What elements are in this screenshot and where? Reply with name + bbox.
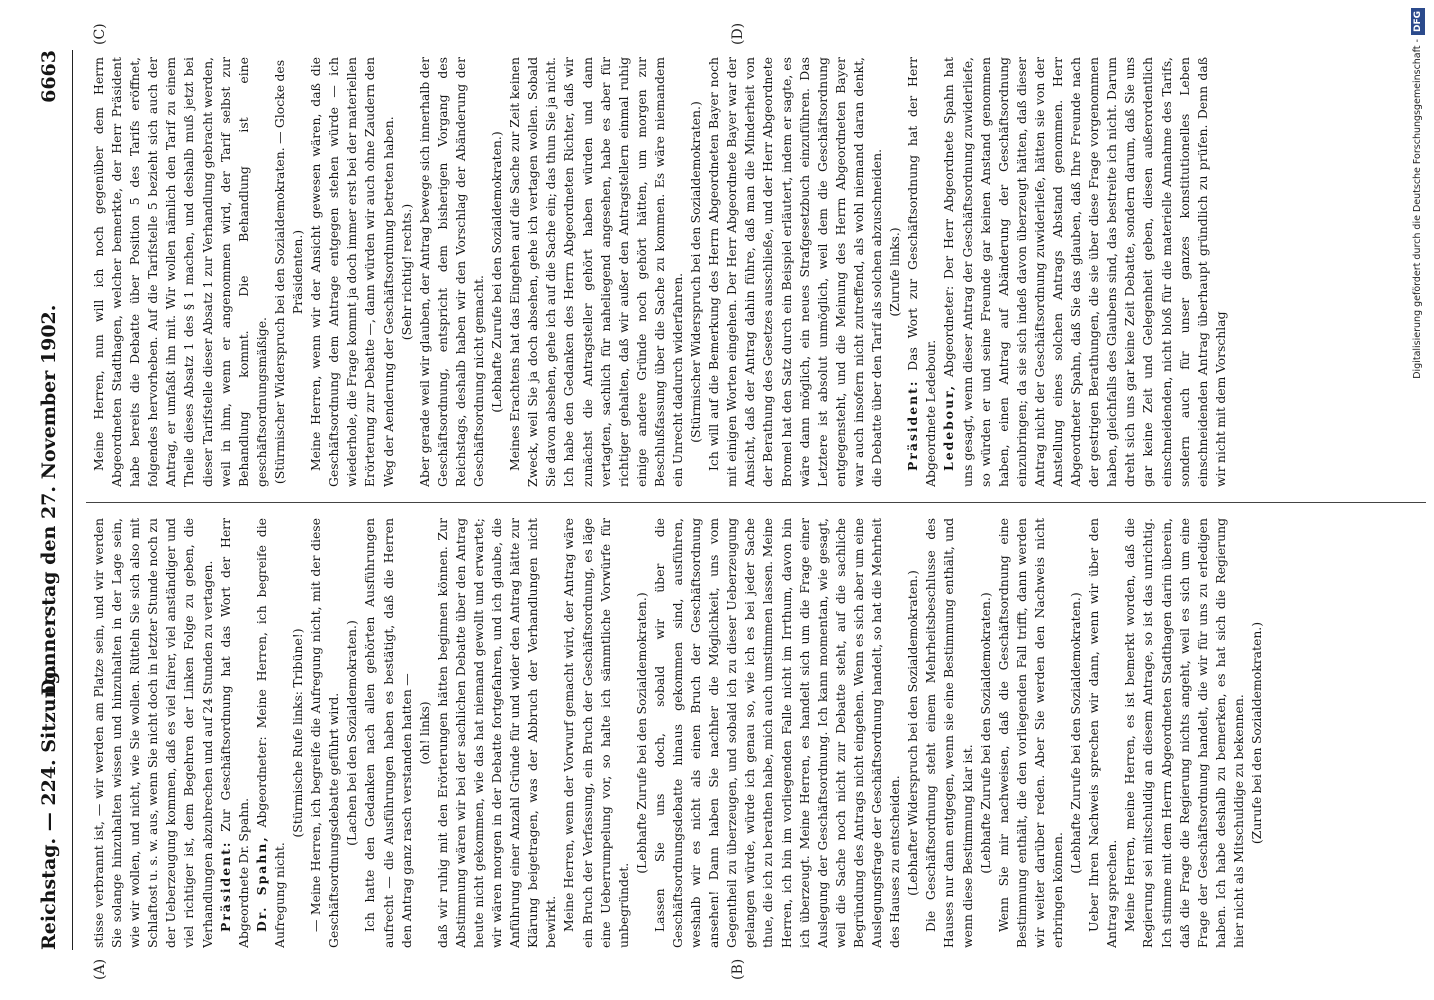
paragraph-text: Abgeordneter: Der Herr Abgeordnete Spahn hat uns gesagt, wenn dieser Antrag der Geschäftsordnung zuwiderliefe, so würden er und seine Freunde gar keinen Anstand genommen haben, einen Antrag auf Abänderung der Geschäftsordnung einzubringen; da sie sich indeß davon überzeugt hätten, daß dieser Antrag nicht der Geschäftsordnung zuwiderliefe, hätten sie von der Anstellung eines solchen Antrags Abstand genommen. Herr Abgeordneter Spahn, daß Sie das glauben, daß Ihre Freunde nach der gestrigen Berathungen, die sie über diese Frage vorgenommen haben, gleichfalls des Glaubens sind, das bestreite ich nicht. Darum dreht sich uns gar keine Zeit Debatte, sondern darum, daß Sie uns gar keine Zeit und Gelegenheit geben, diesen außerordentlich einschneidenden, nicht bloß für die materielle Annahme des Tarifs, sondern auch für unser ganzes konstitutionelles Leben einschneidenden Antrag überhaupt gründlich zu prüfen. Denn daß wir nicht mit dem Vorschlag: [941, 57, 1228, 487]
page-number: 6663: [38, 50, 60, 103]
page-header: [38, 50, 68, 950]
paragraph-text: Die Geschäftsordnung steht einem Mehrheitsbeschlusse des Hauses nur dann entgegen, wenn sie eine Bestimmung enthält, und wenn diese Bestimmung klar ist.: [923, 518, 975, 948]
paragraph-text: Meines Erachtens hat das Eingehen auf die Sache zur Zeit keinen Zweck, weil Sie ja doch absehen, gehe ich vertagen wollen. Sobald Sie davon absehen, gehe ich auf die Sache ein; das thun Sie ja nicht. Ich habe den Gedanken des Herrn Abgeordneten Richter, daß wir zunächst die Antragsteller gehört haben würden und dann vertagten, sachlich für naheliegend angesehen, habe es aber für richtiger gehalten, daß wir außer den Antragstellern einmal ruhig einige andere Gründe noch gehört hätten, um morgen zur Beschlußfassung über die Sache zu kommen. Es wäre niemandem ein Unrecht dadurch widerfahren.: [507, 57, 685, 487]
speaker-name: Präsident:: [217, 840, 233, 932]
paragraph: [1085, 518, 1121, 948]
paragraph-text: (Stürmischer Widerspruch bei den Sozialdemokraten. — Glocke des Präsidenten.): [271, 59, 306, 485]
paragraph-text: (Zurufe bei den Sozialdemokraten.): [1249, 621, 1264, 845]
paragraph-text: (Lebhafte Zurufe bei den Sozialdemokraten.): [977, 592, 993, 874]
left-text-column: [90, 518, 1420, 948]
paragraph-text: Meine Herren, meine Herren, es ist bemerkt worden, daß die Regierung sei mitschuldig an diesem Antrage, so ist das unrichtig. Ich stimme mit dem Herrn Abgeordneten Stadthagen darin überein, daß die Frage die Regierung nichts angeht, weil es sich um eine Frage der Geschäftsordnung handelt, die wir für uns zu erledigen haben. Ich habe deshalb zu bemerken, es hat sich die Regierung hier nicht als Mitschuldige zu bekennen.: [1122, 518, 1246, 948]
paragraph-text: (Stürmische Rufe links: Tribüne!): [290, 628, 306, 838]
speaker-name: Dr. Spahn,: [253, 835, 269, 932]
paragraph: [253, 518, 289, 948]
header-session: Reichstag. — 224. Sitzung.: [38, 664, 60, 950]
paragraph-text: (Sehr richtig! rechts.): [398, 203, 414, 341]
paragraph-text: Meine Herren, wenn wir der Ansicht gewesen wären, daß die Geschäftsordnung dem Antrage entgegen stehen würde — ich wiederhole, die Frage kommt ja doch immer erst bei der materiellen Erörterung zur Debatte —, dann würden wir auch ohne Zaudern den Weg der Aenderung der Geschäftsordnung betreten haben.: [308, 57, 396, 487]
paragraph: [361, 518, 415, 948]
paragraph: [416, 57, 488, 487]
interjection: [343, 518, 361, 948]
paragraph-text: Meine Herren, nun will ich noch gegenüber dem Herrn Abgeordneten Stadthagen, welcher bemerkte, der Herr Präsident habe bereits die Debatte über Position 5 des Tarifs eröffnet, folgendes hervorheben. Auf die Tarifstelle 5 bezieht sich auch der Antrag, er umfaßt ihn mit. Wir wollen nämlich den Tarif zu einem Theile dieses Absatz 1 des § 1 machen, und deshalb muß jetzt bei dieser Tarifstelle dieser Absatz 1 zur Verhandlung gebracht werden, weil in ihm, wenn er angenommen wird, der Tarif selbst zur Behandlung kommt. Die Behandlung ist eine geschäftsordnungsmäßige.: [91, 57, 269, 487]
stamp-text: Digitalisierung gefördert durch die Deutsche Forschungsgemeinschaft -: [1412, 39, 1423, 379]
paragraph: [217, 518, 253, 948]
paragraph: [705, 57, 886, 487]
paragraph-text: (oh! links): [416, 701, 432, 765]
interjection: [1248, 518, 1266, 948]
paragraph-text: Ich will auf die Bemerkung des Herrn Abgeordneten Bayer noch mit einigen Worten eingehen. Der Herr Abgeordnete Bayer war der Ansicht, daß der Antrag dahin führe, daß man die Minderheit von der Berathung des Gesetzes ausschließe, und der Herr Abgeordnete Bromel hat den Satz durch ein Beispiel erläutert, indem er sagte, es wäre dann möglich, ein neues Strafgesetzbuch einzuführen. Das Letztere ist absolut unmöglich, weil dem die Geschäftsordnung entgegensteht, und die Meinung des Herrn Abgeordneten Bayer war auch insofern nicht zutreffend, als wohl niemand daran denkt, die Debatte über den Tarif als solchen abzuschneiden.: [706, 57, 885, 487]
paragraph-text: Abgeordneter: Meine Herren, ich begreife die Aufregung nicht.: [253, 518, 287, 948]
margin-marker-c: (C): [92, 23, 108, 45]
right-text-column: [90, 57, 1420, 487]
margin-marker-d: (D): [730, 22, 746, 45]
speaker-name: Ledebour,: [941, 383, 957, 471]
interjection: [977, 518, 995, 948]
margin-marker-a: (A): [92, 958, 108, 980]
paragraph-text: Ich hatte den Gedanken nach allen gehörten Ausführungen aufrecht — die Ausführungen haben es bestätigt, daß die Herren den Antrag ganz rasch verstanden hatten —: [362, 518, 414, 948]
header-rule: [72, 50, 73, 950]
paragraph: [307, 57, 397, 487]
interjection: [904, 518, 922, 948]
interjection: [687, 57, 705, 487]
interjection: [633, 518, 651, 948]
paragraph-text: (Lebhafter Widerspruch bei den Sozialdemokraten.): [905, 570, 921, 896]
paragraph: [90, 57, 271, 487]
paragraph: [434, 518, 561, 948]
interjection: [271, 57, 307, 487]
paragraph-text: (Lachen bei den Sozialdemokraten.): [344, 620, 360, 846]
paragraph: [506, 57, 687, 487]
interjection: [416, 518, 434, 948]
paragraph: [995, 518, 1067, 948]
paragraph: [940, 57, 1230, 487]
dfg-logo: DFG: [1411, 8, 1425, 35]
speaker-name: Präsident:: [905, 379, 921, 471]
paragraph-text: Lassen Sie uns doch, sobald wir über die Geschäftsordnungsdebatte hinaus gekommen sind, ausführen, weshalb wir es nicht als einen Bruch der Geschäftsordnung ansehen! Dann haben Sie nachher die Möglichkeit, uns vom Gegentheil zu überzeugen, und sobald ich zu dieser Ueberzeugung gelangen würde, würde ich genau so, wie ich es bei jeder Sache thue, die ich zu berathen habe, mich auch umstimmen lassen. Meine Herren, ich bin im vorliegenden Falle nicht im Irrthum, davon bin ich überzeugt. Meine Herren, es handelt sich um die Frage einer Auslegung der Geschäftsordnung. Ich kann momentan, wie gesagt, weil die Sache noch nicht zur Debatte steht, auf die sachliche Begründung des Antrags nicht eingehen. Wenn es sich aber um eine Auslegungsfrage der Geschäftsordnung handelt, so hat die Mehrheit des Hauses zu entscheiden.: [651, 518, 903, 948]
interjection: [289, 518, 307, 948]
paragraph-text: (Lebhafte Zurufe bei den Sozialdemokraten.): [489, 131, 505, 413]
paragraph-text: Aber gerade weil wir glauben, der Antrag bewege sich innerhalb der Geschäftsordnung, entspricht dem bisherigen Vorgang des Reichstags, deshalb haben wir den Vorschlag der Abänderung der Geschäftsordnung nicht gemacht.: [416, 57, 486, 487]
paragraph: [922, 518, 976, 948]
paragraph: [1121, 518, 1248, 948]
header-date: Donnerstag den 27. November 1902.: [38, 304, 60, 696]
paragraph-text: Das Wort zur Geschäftsordnung hat der Herr Abgeordnete Ledebour.: [905, 57, 939, 487]
paragraph-text: — Meine Herren, ich begreife die Aufregung nicht, mit der diese Geschäftsordnungsdebatte geführt wird.: [308, 518, 342, 948]
paragraph: [560, 518, 632, 948]
paragraph-text: Ueber Ihren Nachweis sprechen wir dann, wenn wir über den Antrag sprechen.: [1086, 518, 1120, 948]
interjection: [398, 57, 416, 487]
paragraph: [651, 518, 904, 948]
paragraph: [307, 518, 343, 948]
paragraph-text: (Stürmischer Widerspruch bei den Sozialdemokraten.): [688, 101, 704, 443]
interjection: [1067, 518, 1085, 948]
paragraph-text: daß wir ruhig mit den Erörterungen hätten beginnen können. Zur Abstimmung wären wir bei der sachlichen Debatte über den Antrag heute nicht gekommen, wie das hat niemand gewollt und erwartet; wir wären morgen in der Debatte fortgefahren, und ich glaube, die Anführung einer Anzahl Gründe für und wider den Antrag hätte zur Klärung beigetragen, was der Abbruch der Verhandlungen nicht bewirkt.: [434, 518, 559, 948]
paragraph-text: Meine Herren, wenn der Vorwurf gemacht wird, der Antrag wäre ein Bruch der Verfassung, ein Bruch der Geschäftsordnung, es läge eine Ueberrumpelung vor, so halte ich sämmtliche Vorwürfe für unbegründet.: [561, 518, 631, 948]
column-divider: [86, 502, 1426, 503]
paragraph-text: (Lebhafte Zurufe bei den Sozialdemokraten.): [633, 592, 649, 874]
interjection: [488, 57, 506, 487]
dfg-stamp: [1407, 8, 1429, 992]
paragraph-text: (Zurufe links.): [887, 227, 903, 317]
paragraph-text: Wenn Sie mir nachweisen, daß die Geschäftsordnung eine Bestimmung enthält, die den vorliegenden Fall trifft, dann werden wir weiter darüber reden. Aber Sie werden den Nachweis nicht erbringen können.: [995, 518, 1065, 948]
paragraph-text: stisse verbrannt ist, — wir werden am Platze sein, und wir werden Sie solange hinzuhalten wissen und hinzuhalten in der Lage sein, wie wir wollen, und nicht, wie Sie wollen. Rütteln Sie sich also mit Schlaftost u. s. w. aus, wenn Sie nicht doch in letzter Stunde noch zu der Ueberzeugung kommen, daß es viel fairer, viel anständiger und viel richtiger ist, dem Begehren der Linken Folge zu geben, die Verhandlungen abzubrechen und auf 24 Stunden zu vertagen.: [91, 518, 215, 948]
paragraph-text: (Lebhafte Zurufe bei den Sozialdemokraten.): [1068, 592, 1084, 874]
paragraph: [904, 57, 940, 487]
paragraph: [90, 518, 217, 948]
interjection: [886, 57, 904, 487]
paragraph-text: Zur Geschäftsordnung hat das Wort der Herr Abgeordnete Dr. Spahn.: [217, 518, 251, 948]
margin-marker-b: (B): [730, 958, 746, 980]
